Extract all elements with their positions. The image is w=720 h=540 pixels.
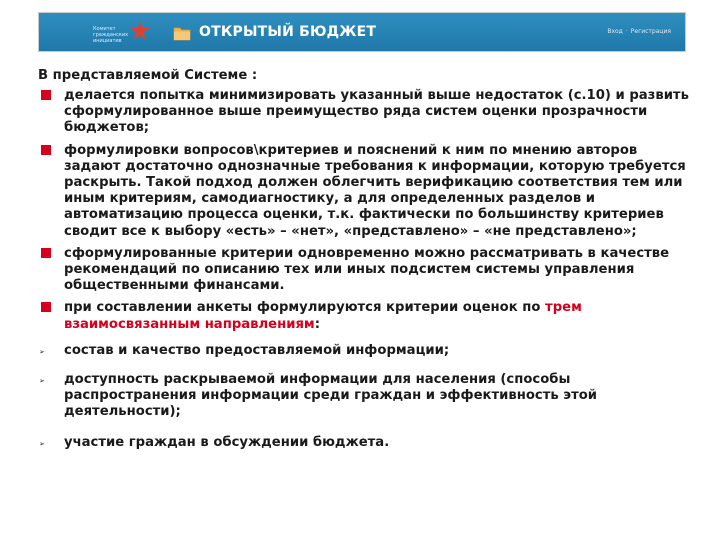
list-item-text: формулировки вопросов\критериев и пояснений к ним по мнению авторов задают достаточно однозначные требования к информации, которую требуется раскрыть. Такой подход должен облегчить верификацию соответствия тем или иным критериям, самодиагностику, а для определенных разделов и автоматизацию процесса оценки, т.к. фактически по большинству критериев сводит все к выбору «есть» – «нет», «представлено» – «не представлено»; (64, 142, 686, 239)
list-item-text: состав и качество предоставляемой информации; (64, 342, 450, 358)
register-link[interactable]: Регистрация (630, 28, 671, 35)
list-item (38, 143, 698, 240)
arrow-bullet-icon: ➢ (39, 377, 45, 386)
list-item-text: при составлении анкеты формулируются критерии оценок по (64, 300, 546, 316)
red-square-bullet-icon (41, 145, 51, 155)
list-item-text: сформулированные критерии одновременно можно рассматривать в качестве рекомендаций по описанию тех или иных подсистем системы управления общественными финансами. (64, 245, 670, 294)
red-square-bullet-icon (41, 302, 51, 312)
list-item (38, 300, 698, 332)
login-link[interactable]: Вход (607, 28, 623, 35)
list-item-text-end: : (314, 316, 320, 332)
list-item-text: делается попытка минимизировать указанный выше недостаток (с.10) и развить сформулированное выше преимущество ряда систем оценки прозрачности бюджетов; (64, 88, 689, 136)
brand-title: ОТКРЫТЫЙ БЮДЖЕТ (199, 24, 377, 40)
list-item (38, 435, 698, 451)
star-logo-icon (129, 20, 151, 42)
list-item-text: доступность раскрываемой информации для населения (способы распространения информации среди граждан и эффективность этой деятельности); (64, 372, 598, 420)
red-square-bullet-icon (41, 90, 51, 100)
intro-heading: В представляемой Системе : (38, 68, 258, 83)
list-item (38, 343, 698, 359)
arrow-bullet-icon: ➢ (39, 347, 45, 356)
folder-icon (173, 25, 191, 41)
header-bar (38, 12, 686, 52)
main-content (38, 68, 698, 464)
list-item-text: участие граждан в обсуждении бюджета. (64, 434, 390, 450)
link-separator: · (625, 28, 628, 35)
arrow-bullet-icon: ➢ (39, 439, 45, 448)
red-square-bullet-icon (41, 248, 51, 258)
list-item (38, 88, 698, 137)
list-item (38, 246, 698, 295)
top-links (607, 28, 671, 35)
list-item (38, 372, 698, 421)
highlighted-text: трем взаимосвязанным направлениям (64, 300, 582, 332)
logo[interactable] (93, 20, 153, 46)
logo-text: Комитет гражданских инициатив (93, 26, 129, 44)
